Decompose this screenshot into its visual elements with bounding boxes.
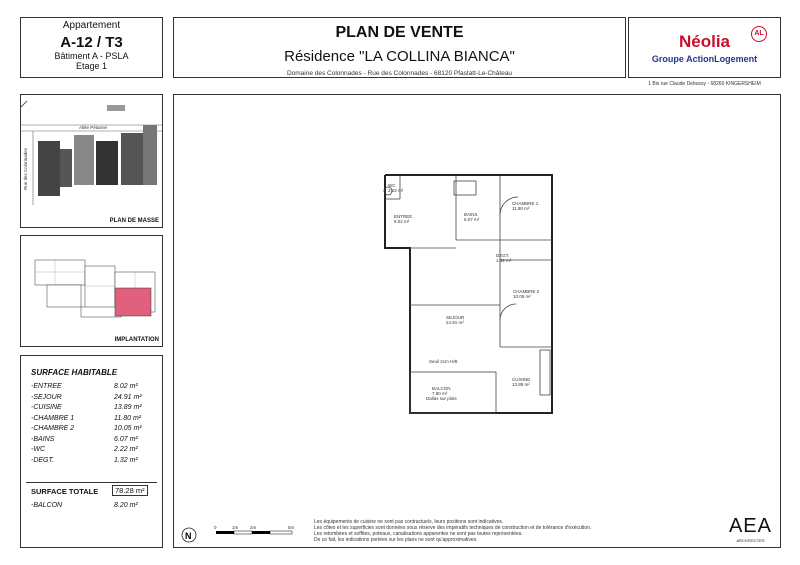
architect-mark: AEA xyxy=(728,515,772,537)
logo-block xyxy=(628,17,781,87)
note-line: De ce fait, les indications portées sur les plans ne sont qu'approximatives. xyxy=(314,537,478,543)
residence-address: Domaine des Colonnades - Rue des Colonnades - 68120 Pfastatt-Le-Château xyxy=(286,70,513,77)
surface-table xyxy=(20,355,163,548)
surface-row xyxy=(21,404,162,415)
brand-logo: Néolia xyxy=(679,32,731,51)
scale-mark: 1m xyxy=(232,525,239,530)
room-chambre1-label: CHAMBRE 1 11.80 m² xyxy=(512,201,539,211)
apartment-highlight xyxy=(115,288,151,316)
note-line: Les retombées et soffites, poteaux, canalisations apparentes ne sont pas toutes représentées. xyxy=(314,531,523,537)
scale-mark: 5m xyxy=(288,525,295,530)
building-label: Bâtiment A - PSLA xyxy=(54,51,129,61)
surface-row xyxy=(21,394,162,405)
disclaimer-notes xyxy=(314,519,591,543)
surface-room-value: 13.89 m² xyxy=(114,404,142,411)
architect-label: ARCHITECTES xyxy=(736,538,765,543)
scale-mark: 2m xyxy=(250,525,257,530)
architect-logo xyxy=(729,515,772,543)
svg-text:N: N xyxy=(185,531,192,541)
implantation-caption: IMPLANTATION xyxy=(114,337,159,343)
surface-room-value: 1.32 m² xyxy=(114,456,138,464)
surface-room-value: 10.05 m² xyxy=(114,425,142,432)
balcony-label: -BALCON xyxy=(31,502,63,509)
room-sejour-label: SEJOUR 24.91 m² xyxy=(446,315,465,325)
apartment-ref: A-12 / T3 xyxy=(60,34,123,51)
floor-label: Etage 1 xyxy=(75,61,108,71)
balcony-note: Dallas sur plots xyxy=(426,396,457,401)
apartment-type: Appartement xyxy=(62,20,121,31)
page-title: PLAN DE VENTE xyxy=(335,24,464,41)
room-cuisine-label: CUISINE 13.89 m² xyxy=(512,377,531,387)
note-line: Les équipements de cuisine ne sont pas contractuels, leurs positions sont indicatives. xyxy=(314,519,504,525)
scale-mark: 0 xyxy=(214,525,217,530)
surface-row xyxy=(21,383,162,394)
surface-room-name: -BAINS xyxy=(31,435,55,443)
site-plan-panel xyxy=(20,94,163,228)
room-balcon-label: BALCON 7.80 m² xyxy=(432,386,451,396)
scale-bar xyxy=(214,525,295,534)
surface-room-name: -SEJOUR xyxy=(31,393,62,401)
room-degt-label: DEGT. 1.32 m² xyxy=(496,253,512,263)
surface-room-value: 2.22 m² xyxy=(114,446,138,453)
room-wc-label: WC 2.22 m² xyxy=(388,183,404,193)
surface-room-value: 6.07 m² xyxy=(114,435,138,443)
apartment-header xyxy=(20,17,163,78)
floor-plan-drawing xyxy=(174,95,780,547)
surface-total-label: SURFACE TOTALE xyxy=(31,487,99,496)
residence-name: Résidence "LA COLLINA BIANCA" xyxy=(284,48,515,65)
surface-row xyxy=(21,457,162,468)
surface-room-name: -CHAMBRE 2 xyxy=(31,425,75,432)
surface-heading: SURFACE HABITABLE xyxy=(31,368,118,377)
surface-total-value: 78.28 m² xyxy=(112,485,148,496)
street-top-label: Allée Pétanne xyxy=(79,125,108,130)
room-bains-label: BAINS 6.07 m² xyxy=(464,212,480,222)
surface-row xyxy=(21,446,162,457)
implantation-drawing xyxy=(21,236,162,346)
room-entree-label: ENTREE 8.02 m² xyxy=(394,214,413,224)
surface-row xyxy=(21,425,162,436)
street-side-label: Rue des Colonnades xyxy=(23,147,28,190)
floor-plan-panel xyxy=(173,94,781,548)
threshold-note: Seuil 2cm H/B xyxy=(429,359,458,364)
surface-room-name: -CHAMBRE 1 xyxy=(31,414,75,422)
surface-room-name: -DEGT. xyxy=(31,456,55,464)
brand-address: 1 Bis rue Claude Debussy - 68260 KINGERSHEIM xyxy=(648,81,761,87)
brand-group: Groupe ActionLogement xyxy=(651,54,758,64)
title-header xyxy=(173,17,626,78)
surface-room-name: -CUISINE xyxy=(31,404,62,411)
surface-room-value: 8.02 m² xyxy=(114,383,138,390)
site-plan-drawing xyxy=(21,95,162,227)
surface-room-name: -WC xyxy=(31,446,45,453)
surface-separator xyxy=(26,482,157,483)
note-line: Les côtes et les superficies sont données sous réserve des impératifs techniques de construction et de tolérance d'exécution. xyxy=(314,525,592,531)
brand-badge-icon: AL xyxy=(751,26,767,42)
surface-room-value: 11.80 m² xyxy=(114,414,142,422)
implantation-panel xyxy=(20,235,163,347)
site-plan-caption: PLAN DE MASSE xyxy=(109,218,159,224)
balcony-value: 8.20 m² xyxy=(114,502,138,509)
surface-room-value: 24.91 m² xyxy=(114,393,142,401)
surface-row xyxy=(21,415,162,426)
surface-room-name: -ENTREE xyxy=(31,383,62,390)
room-chambre2-label: CHAMBRE 2 10.05 m² xyxy=(513,289,540,299)
surface-row xyxy=(21,436,162,447)
